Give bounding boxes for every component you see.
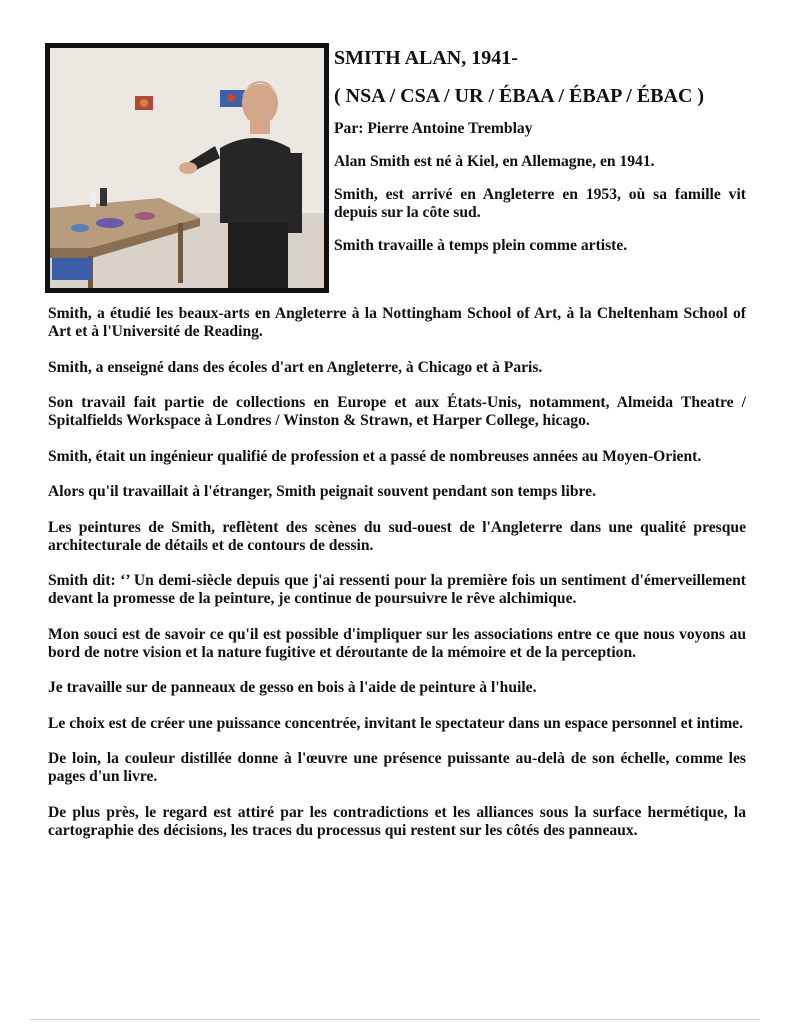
artist-title: SMITH ALAN, 1941- [334,47,518,69]
intro-paragraph: Smith, est arrivé en Angleterre en 1953, où sa famille vit depuis sur la côte sud. [334,186,746,221]
body-paragraph: Le choix est de créer une puissance concentrée, invitant le spectateur dans un espace personnel et intime. [48,714,744,732]
biography-body [48,305,746,857]
artist-photo [45,43,329,293]
artist-photo-icon [50,48,324,288]
body-paragraph: Les peintures de Smith, reflètent des scènes du sud-ouest de l'Angleterre dans une qualité presque architecturale de détails et de contours de dessin. [48,518,746,554]
body-paragraph: Son travail fait partie de collections en Europe et aux États-Unis, notamment, Almeida Theatre / Spitalfields Workspace à Londres / Winston & Strawn, et Harper College, hicago. [48,394,746,429]
body-paragraph: Alors qu'il travaillait à l'étranger, Smith peignait souvent pendant son temps libre. [48,483,596,500]
page-bottom-rule [30,1019,760,1020]
affiliations: ( NSA / CSA / UR / ÉBAA / ÉBAP / ÉBAC ) [334,85,705,107]
body-paragraph: Smith, a enseigné dans des écoles d'art en Angleterre, à Chicago et à Paris. [48,358,543,376]
body-paragraph: De loin, la couleur distillée donne à l'œuvre une présence puissante au-delà de son échelle, comme les pages d'un livre. [48,750,746,785]
intro-paragraph: Smith travaille à temps plein comme artiste. [334,237,628,254]
body-paragraph: Je travaille sur de panneaux de gesso en bois à l'aide de peinture à l'huile. [48,679,537,696]
document-header [334,46,746,270]
body-paragraph: Smith, a étudié les beaux-arts en Angleterre à la Nottingham School of Art, à la Cheltenham School of Art et à l'Université de Reading. [48,305,746,340]
body-paragraph: De plus près, le regard est attiré par les contradictions et les alliances sous la surface hermétique, la cartographie des décisions, les traces du processus qui restent sur les côtés des panneaux. [48,803,746,839]
body-paragraph: Mon souci est de savoir ce qu'il est possible d'impliquer sur les associations entre ce que nous voyons au bord de notre vision et la nature fugitive et déroutante de la mémoire et de la perception. [48,625,746,661]
body-paragraph: Smith, était un ingénieur qualifié de profession et a passé de nombreuses années au Moyen-Orient. [48,447,702,465]
intro-paragraph: Alan Smith est né à Kiel, en Allemagne, en 1941. [334,153,655,170]
body-paragraph: Smith dit: ‘’ Un demi-siècle depuis que j'ai ressenti pour la première fois un sentiment d'émerveillement devant la promesse de la peinture, je continue de poursuivre le rêve alchimique. [48,572,746,607]
author-line: Par: Pierre Antoine Tremblay [334,120,533,137]
